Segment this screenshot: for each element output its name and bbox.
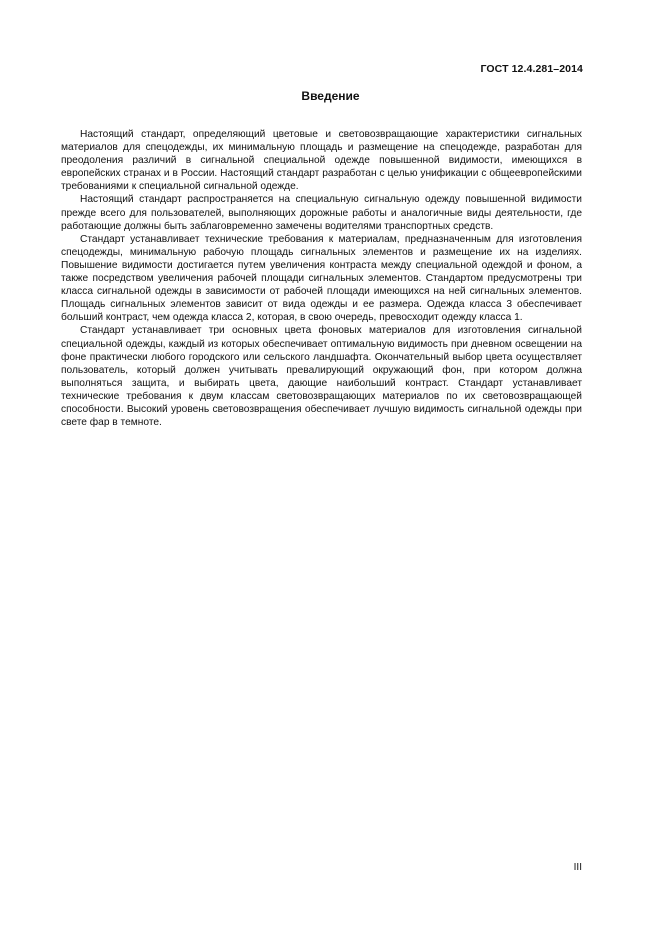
- body-text: [61, 128, 582, 429]
- paragraph: Стандарт устанавливает три основных цвета фоновых материалов для изготовления сигнальной специальной одежды, каждый из которых обеспечивает оптимальную видимость при дневном освещении на фоне практически любого городского или сельского ландшафта. Окончательный выбор цвета осуществляет пользователь, который должен учитывать превалирующий окружающий фон, при котором должна выполняться защита, и выбирать цвета, дающие наибольший контраст. Стандарт устанавливает технические требования к двум классам световозвращающих материалов по их световозвращающей способности. Высокий уровень световозвращения обеспечивает лучшую видимость сигнальной одежды при свете фар в темноте.: [61, 325, 582, 429]
- page-number: III: [573, 862, 582, 873]
- document-code: ГОСТ 12.4.281–2014: [480, 63, 583, 75]
- paragraph: Стандарт устанавливает технические требования к материалам, предназначенным для изготовления спецодежды, минимальную рабочую площадь сигнальных элементов и размещение их на изделиях. Повышение видимости достигается путем увеличения контраста между специальной одеждой и фоном, а также посредством увеличения рабочей площади сигнальных элементов. Стандартом предусмотрены три класса сигнальной одежды в зависимости от рабочей площади имеющихся на ней сигнальных элементов. Площадь сигнальных элементов зависит от вида одежды и ее размера. Одежда класса 3 обеспечивает больший контраст, чем одежда класса 2, которая, в свою очередь, превосходит одежду класса 1.: [61, 233, 582, 324]
- paragraph: Настоящий стандарт распространяется на специальную сигнальную одежду повышенной видимости прежде всего для пользователей, выполняющих дорожные работы и аналогичные виды деятельности, где работающие должны быть заблаговременно замечены водителями транспортных средств.: [61, 194, 582, 232]
- section-title: Введение: [301, 89, 360, 103]
- paragraph: Настоящий стандарт, определяющий цветовые и световозвращающие характеристики сигнальных материалов для спецодежды, их минимальную площадь и размещение на спецодежде, разработан для преодоления различий в сигнальной специальной одежде повышенной видимости, имеющихся в европейских странах и в России. Настоящий стандарт разработан с целью унификации с общеевропейскими требованиями к специальной сигнальной одежде.: [61, 129, 582, 193]
